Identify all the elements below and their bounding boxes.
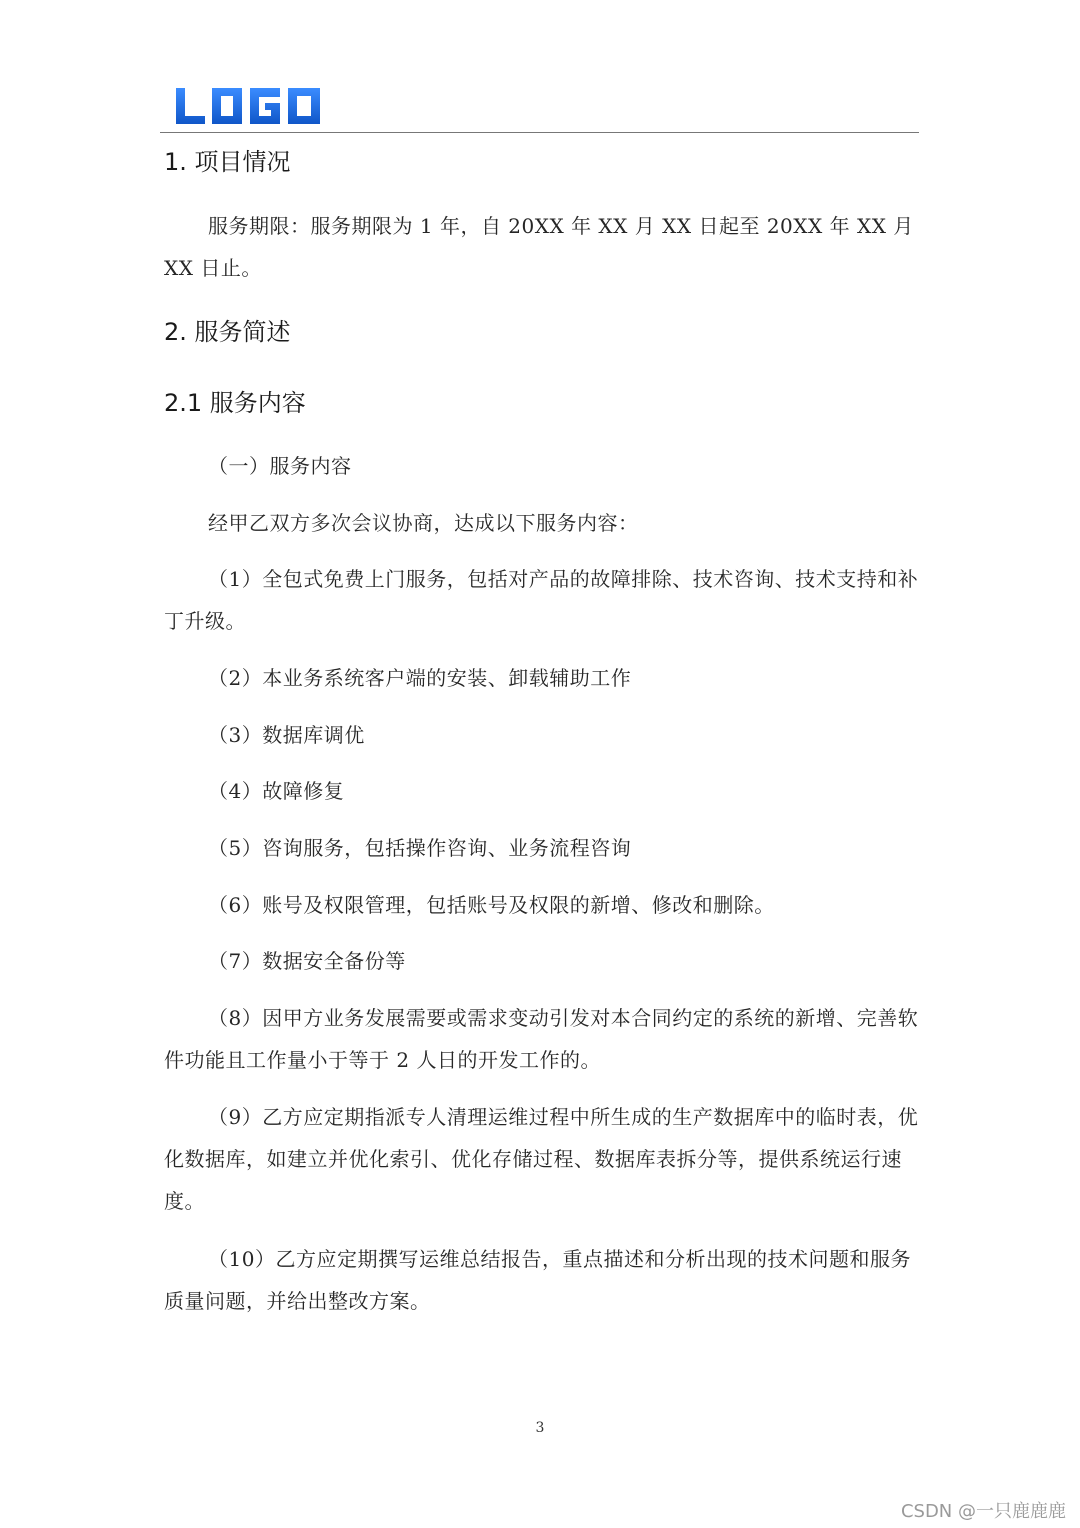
header-divider (160, 132, 919, 133)
logo (174, 84, 334, 128)
logo-graphic (174, 84, 334, 128)
list-item: （9）乙方应定期指派专人清理运维过程中所生成的生产数据库中的临时表，优化数据库，如建立并优化索引、优化存储过程、数据库表拆分等，提供系统运行速度。 (164, 1105, 919, 1213)
list-item: （6）账号及权限管理，包括账号及权限的新增、修改和删除。 (208, 893, 775, 917)
list-item: （1）全包式免费上门服务，包括对产品的故障排除、技术咨询、技术支持和补丁升级。 (164, 567, 919, 633)
list-item: （2）本业务系统客户端的安装、卸载辅助工作 (208, 666, 632, 690)
section-2-1-title: 2.1 服务内容 (164, 389, 306, 417)
watermark: CSDN @一只鹿鹿鹿 (900, 1501, 1066, 1522)
sub-heading: （一）服务内容 (208, 454, 352, 478)
section-2-title: 2. 服务简述 (164, 318, 291, 346)
section-1-title: 1. 项目情况 (164, 148, 291, 176)
list-item: （5）咨询服务，包括操作咨询、业务流程咨询 (208, 836, 632, 860)
list-item: （4）故障修复 (208, 779, 345, 803)
list-item: （3）数据库调优 (208, 723, 365, 747)
section-1-body: 服务期限：服务期限为 1 年，自 20XX 年 XX 月 XX 日起至 20XX 年 XX 月 XX 日止。 (164, 214, 914, 280)
page-number: 3 (535, 1420, 545, 1436)
list-item: （10）乙方应定期撰写运维总结报告，重点描述和分析出现的技术问题和服务质量问题，并给出整改方案。 (164, 1247, 911, 1313)
intro-text: 经甲乙双方多次会议协商，达成以下服务内容： (208, 511, 639, 535)
list-item: （7）数据安全备份等 (208, 949, 406, 973)
list-item: （8）因甲方业务发展需要或需求变动引发对本合同约定的系统的新增、完善软件功能且工作量小于等于 2 人日的开发工作的。 (164, 1006, 919, 1072)
